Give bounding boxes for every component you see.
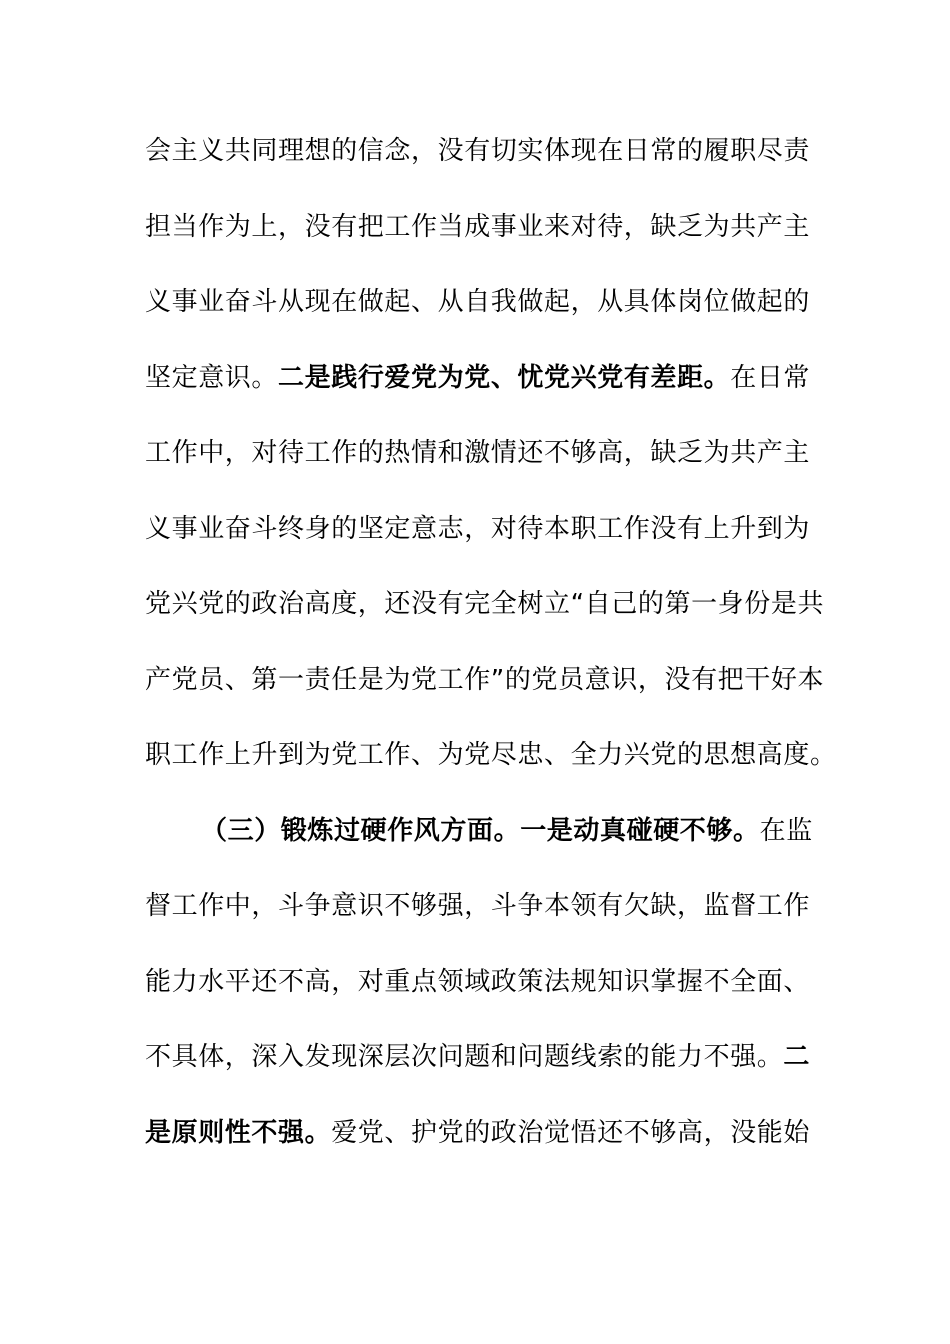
text-segment: 在监 [759, 815, 813, 846]
text-segment: 党兴党的政治高度，还没有完全树立“自己的第一身份是共 [145, 589, 825, 619]
text-line [145, 345, 811, 421]
section-heading-line [145, 798, 813, 874]
text-line [145, 1100, 811, 1176]
text-segment: 工作中，对待工作的热情和激情还不够高，缺乏为共产主 [145, 438, 811, 468]
text-segment: 在日常 [730, 362, 811, 393]
text-segment: 产党员、第一责任是为党工作”的党员意识，没有把干好本 [145, 664, 825, 695]
text-line [145, 269, 811, 345]
text-line [145, 949, 811, 1025]
body-text [145, 118, 837, 1175]
text-line [145, 496, 811, 572]
text-line [145, 1024, 811, 1100]
text-segment: 担当作为上，没有把工作当成事业来对待，缺乏为共产主 [145, 211, 811, 242]
text-segment: 义事业奋斗终身的坚定意志，对待本职工作没有上升到为 [145, 513, 811, 544]
text-line [145, 873, 811, 949]
text-line [145, 647, 825, 723]
text-segment: 能力水平还不高，对重点领域政策法规知识掌握不全面、 [145, 966, 811, 997]
text-line [145, 722, 837, 798]
text-segment: 职工作上升到为党工作、为党尽忠、全力兴党的思想高度。 [145, 740, 837, 770]
text-line [145, 118, 811, 194]
text-segment: 坚定意识。 [145, 362, 279, 393]
text-segment: 会主义共同理想的信念，没有切实体现在日常的履职尽责 [145, 136, 811, 166]
text-line [145, 194, 811, 270]
text-segment: 义事业奋斗从现在做起、从自我做起，从具体岗位做起的 [145, 287, 811, 317]
bold-heading-segment: 是原则性不强。 [145, 1117, 332, 1148]
text-line [145, 571, 825, 647]
bold-heading-segment: （三）锻炼过硬作风方面。一是动真碰硬不够。 [201, 815, 760, 846]
text-segment: 不具体，深入发现深层次问题和问题线索的能力不强。 [145, 1042, 784, 1072]
text-line [145, 420, 811, 496]
bold-heading-segment: 二 [783, 1042, 811, 1072]
bold-heading-segment: 二是践行爱党为党、忧党兴党有差距。 [278, 362, 731, 393]
text-segment: 爱党、护党的政治觉悟还不够高，没能始 [331, 1117, 811, 1148]
text-segment: 督工作中，斗争意识不够强，斗争本领有欠缺，监督工作 [145, 891, 811, 921]
